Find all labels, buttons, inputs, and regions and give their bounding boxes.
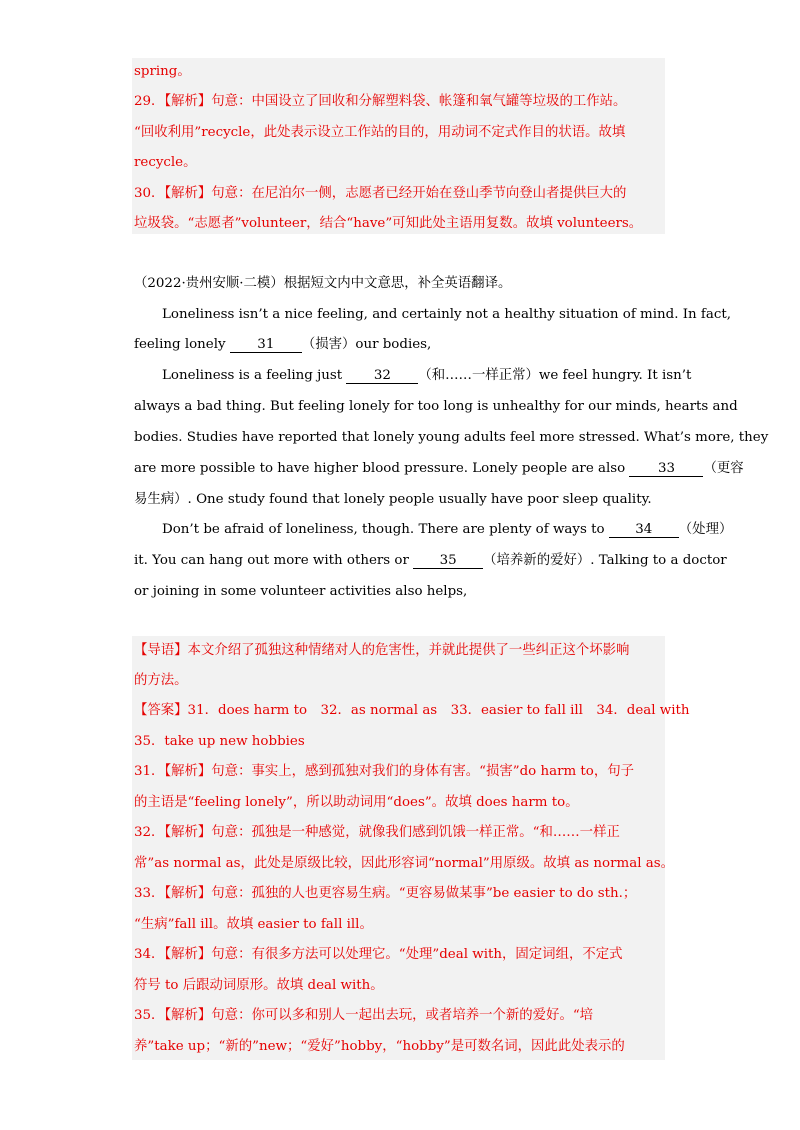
blank-32[interactable]: 32: [346, 369, 418, 384]
passage-text: （更容: [703, 461, 744, 476]
analysis-line: 【导语】本文介绍了孤独这种情绪对人的危害性，并就此提供了一些纠正这个坏影响: [134, 643, 630, 658]
passage-line: 易生病）. One study found that lonely people usually have poor sleep quality.: [134, 492, 652, 507]
passage-line: [134, 335, 670, 355]
answer-line: 35．take up new hobbies: [134, 734, 305, 749]
analysis-line: 常”as normal as，此处是原级比较，因此形容词“normal”用原级。故填 as normal as。: [134, 856, 674, 871]
passage-line: [134, 551, 727, 571]
passage-text: （培养新的爱好）. Talking to a doctor: [483, 553, 727, 568]
question-intro: （2022·贵州安顺·二模）根据短文内中文意思，补全英语翻译。: [134, 276, 512, 291]
analysis-line: 34．【解析】句意：有很多方法可以处理它。“处理”deal with，固定词组，不定式: [134, 947, 623, 962]
passage-line: [162, 520, 733, 540]
analysis-line: spring。: [134, 64, 191, 79]
passage-text: it. You can hang out more with others or: [134, 553, 414, 568]
passage-text: （损害）our bodies,: [301, 337, 432, 352]
passage-line: always a bad thing. But feeling lonely for too long is unhealthy for our minds, hearts and: [134, 399, 738, 414]
passage-text: Don’t be afraid of loneliness, though. There are plenty of ways to: [162, 522, 609, 537]
analysis-line: 符号 to 后跟动词原形。故填 deal with。: [134, 978, 384, 993]
passage-text: Loneliness is a feeling just: [162, 368, 347, 383]
passage-text: feeling lonely: [134, 337, 230, 352]
analysis-line: 垃圾袋。“志愿者”volunteer，结合“have”可知此处主语用复数。故填 volunteers。: [134, 216, 643, 231]
analysis-line: 33．【解析】句意：孤独的人也更容易生病。“更容易做某事”be easier to do sth.；: [134, 886, 637, 901]
passage-line: [162, 366, 698, 386]
blank-33[interactable]: 33: [629, 462, 703, 477]
passage-text: （处理）: [678, 522, 733, 537]
analysis-box-top: [132, 58, 665, 234]
blank-35[interactable]: 35: [413, 554, 483, 569]
analysis-line: 29．【解析】句意：中国设立了回收和分解塑料袋、帐篷和氧气罐等垃圾的工作站。: [134, 94, 627, 109]
passage-text: （和……一样正常）we feel hungry. It isn’t: [418, 368, 692, 383]
passage-line: bodies. Studies have reported that lonely young adults feel more stressed. What’s more, they: [134, 430, 769, 445]
blank-34[interactable]: 34: [609, 523, 679, 538]
analysis-line: 30．【解析】句意：在尼泊尔一侧，志愿者已经开始在登山季节向登山者提供巨大的: [134, 186, 627, 201]
analysis-line: 的方法。: [134, 673, 188, 688]
passage-line: [134, 459, 744, 479]
analysis-line: 的主语是“feeling lonely”，所以助动词用“does”。故填 does harm to。: [134, 795, 579, 810]
passage-line: Loneliness isn’t a nice feeling, and certainly not a healthy situation of mind. In fact,: [162, 307, 731, 322]
analysis-line: 32．【解析】句意：孤独是一种感觉，就像我们感到饥饿一样正常。“和……一样正: [134, 825, 620, 840]
answer-line: 【答案】31．does harm to 32．as normal as 33．easier to fall ill 34．deal with: [134, 703, 690, 718]
analysis-box-bottom: [132, 636, 665, 1060]
analysis-line: 养”take up；“新的”new；“爱好”hobby，“hobby”是可数名词，因此此处表示的: [134, 1039, 625, 1054]
passage-text: are more possible to have higher blood pressure. Lonely people are also: [134, 461, 630, 476]
analysis-line: “回收利用”recycle，此处表示设立工作站的目的，用动词不定式作目的状语。故填: [134, 125, 626, 140]
analysis-line: 31．【解析】句意：事实上，感到孤独对我们的身体有害。“损害”do harm to，句子: [134, 764, 635, 779]
analysis-line: “生病”fall ill。故填 easier to fall ill。: [134, 917, 373, 932]
passage-line: or joining in some volunteer activities also helps,: [134, 584, 468, 599]
analysis-line: 35．【解析】句意：你可以多和别人一起出去玩，或者培养一个新的爱好。“培: [134, 1008, 594, 1023]
analysis-line: recycle。: [134, 155, 197, 170]
blank-31[interactable]: 31: [230, 338, 302, 353]
